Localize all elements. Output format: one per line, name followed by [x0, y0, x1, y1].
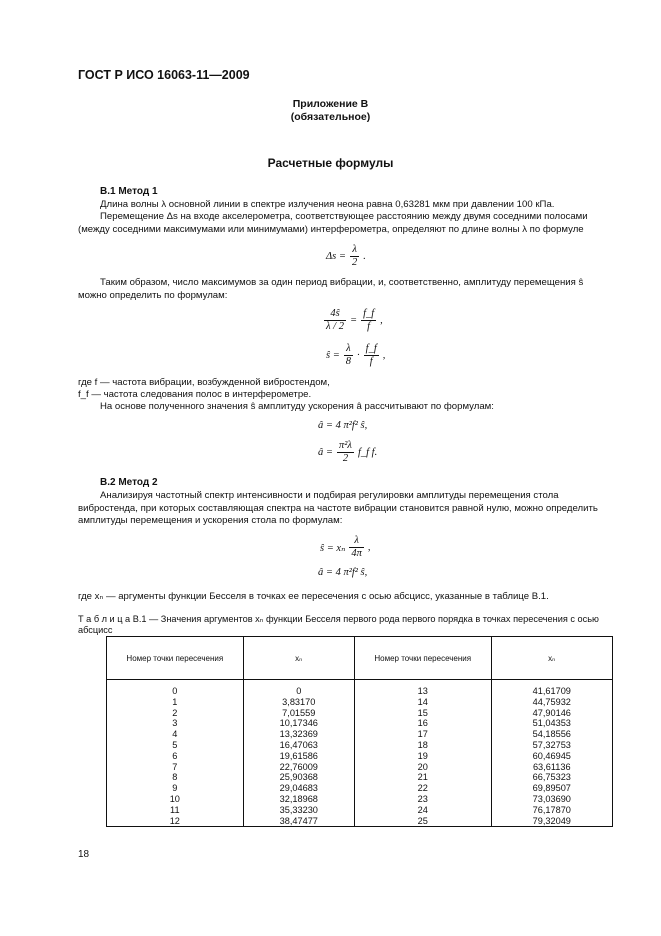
formula-fraction-1: [344, 343, 353, 368]
table-cell-xn-value: 66,75323: [491, 772, 612, 783]
table-cell-point-number: 16: [354, 718, 491, 729]
table-cell-point-number: 8: [107, 772, 244, 783]
table-row: [107, 783, 613, 794]
table-cell-xn-value: 35,33230: [243, 805, 354, 816]
table-cell-point-number: 10: [107, 794, 244, 805]
denominator: f: [367, 321, 371, 332]
numerator: λ: [344, 343, 353, 356]
table-cell-xn-value: 54,18556: [491, 729, 612, 740]
formula-end: ,: [382, 350, 386, 361]
table-cell-point-number: 12: [107, 816, 244, 827]
table-body: [107, 680, 613, 827]
section-1-paragraph-2: Перемещение Δs на входе акселерометра, соответствующее расстоянию между двумя соседними полосами (между соседними максимумами или минимумами) интерферометра, определяют по длине волны λ по формуле: [78, 211, 588, 235]
formula-lhs: ŝ = xₙ: [320, 542, 346, 554]
table-cell-point-number: 1: [107, 697, 244, 708]
formula-method-2-displacement: [320, 535, 370, 560]
denominator: λ / 2: [326, 321, 344, 332]
table-row: [107, 680, 613, 697]
table-row: [107, 794, 613, 805]
denominator: 8: [345, 356, 352, 367]
header-xn-2: xₙ: [491, 637, 612, 680]
table-cell-point-number: 15: [354, 708, 491, 719]
table-cell-point-number: 19: [354, 751, 491, 762]
equals-sign: =: [349, 315, 358, 326]
section-1-paragraph-1: Длина волны λ основной линии в спектре излучения неона равна 0,63281 мкм при давлении 100 кПа.: [100, 199, 555, 210]
table-cell-xn-value: 16,47063: [243, 740, 354, 751]
table-cell-xn-value: 29,04683: [243, 783, 354, 794]
table-cell-point-number: 11: [107, 805, 244, 816]
table-cell-point-number: 24: [354, 805, 491, 816]
table-cell-point-number: 17: [354, 729, 491, 740]
table-row: [107, 751, 613, 762]
page-number: 18: [78, 849, 90, 860]
table-cell-point-number: 7: [107, 762, 244, 773]
dot-operator: ·: [357, 350, 360, 361]
formula-fraction: [350, 244, 359, 269]
table-cell-xn-value: 22,76009: [243, 762, 354, 773]
numerator: f_f: [363, 308, 375, 319]
formula-fraction-1: [324, 308, 346, 333]
formula-lhs: â =: [318, 447, 333, 458]
table-cell-point-number: 3: [107, 718, 244, 729]
formula-fraction-2: [364, 343, 379, 368]
formula-end: .: [363, 251, 366, 262]
table-cell-xn-value: 47,90146: [491, 708, 612, 719]
formula-max-count: [324, 308, 383, 333]
document-header: ГОСТ Р ИСО 16063-11—2009: [78, 68, 250, 82]
formula-rhs: f_f f.: [357, 447, 378, 458]
table-cell-xn-value: 76,17870: [491, 805, 612, 816]
formula-fraction-2: [361, 308, 376, 333]
table-cell-xn-value: 0: [243, 680, 354, 697]
section-2-heading: В.2 Метод 2: [100, 477, 158, 488]
table-cell-point-number: 23: [354, 794, 491, 805]
formula-lhs: ŝ =: [326, 350, 340, 361]
section-2-paragraph-1: Анализируя частотный спектр интенсивности и подбирая регулировки амплитуды перемещения стола вибростенда, при которых составляющая спектра на частоте вибрации становится равной нулю, можно определить амплитуды перемещения и ускорения стола по формулам:: [78, 490, 598, 527]
main-title: Расчетные формулы: [267, 156, 394, 170]
numerator: f_f: [365, 343, 377, 354]
table-row: [107, 762, 613, 773]
header-xn-1: xₙ: [243, 637, 354, 680]
bessel-zeros-table: [106, 636, 613, 827]
table-cell-xn-value: 63,61136: [491, 762, 612, 773]
table-cell-point-number: 0: [107, 680, 244, 697]
table-cell-xn-value: 19,61586: [243, 751, 354, 762]
table-cell-point-number: 4: [107, 729, 244, 740]
table-row: [107, 697, 613, 708]
section-1-heading: В.1 Метод 1: [100, 186, 158, 197]
formula-acceleration-2: [318, 440, 377, 465]
table-cell-xn-value: 25,90368: [243, 772, 354, 783]
table-cell-xn-value: 44,75932: [491, 697, 612, 708]
formula-delta-s: [326, 244, 366, 269]
table-row: [107, 816, 613, 827]
denominator: f: [369, 356, 373, 367]
formula-displacement-amplitude: [326, 343, 385, 368]
table-cell-xn-value: 73,03690: [491, 794, 612, 805]
table-cell-xn-value: 7,01559: [243, 708, 354, 719]
table-cell-point-number: 25: [354, 816, 491, 827]
denominator: 4π: [351, 548, 362, 559]
table-cell-xn-value: 32,18968: [243, 794, 354, 805]
table-row: [107, 740, 613, 751]
numerator: λ: [350, 244, 359, 257]
table-cell-xn-value: 60,46945: [491, 751, 612, 762]
table-row: [107, 805, 613, 816]
table-cell-point-number: 5: [107, 740, 244, 751]
section-2-where: где xₙ — аргументы функции Бесселя в точках ее пересечения с осью абсцисс, указанные в таблице В.1.: [78, 591, 549, 602]
denominator: 2: [342, 453, 349, 464]
table-cell-point-number: 13: [354, 680, 491, 697]
section-1-paragraph-3: Таким образом, число максимумов за один период вибрации, и, соответственно, амплитуду перемещения ŝ можно определить по формулам:: [78, 277, 584, 301]
formula-acceleration-1: â = 4 π²f² ŝ,: [318, 420, 368, 431]
numerator: 4ŝ: [324, 308, 346, 321]
table-cell-xn-value: 57,32753: [491, 740, 612, 751]
where-line-1: где f — частота вибрации, возбужденной вибростендом,: [78, 377, 330, 388]
where-line-2: f_f — частота следования полос в интерферометре.: [78, 389, 312, 400]
table-cell-point-number: 20: [354, 762, 491, 773]
section-1-paragraph-4: На основе полученного значения ŝ амплитуду ускорения â рассчитывают по формулам:: [100, 401, 494, 412]
table-cell-xn-value: 38,47477: [243, 816, 354, 827]
formula-fraction: [337, 440, 354, 465]
table-cell-xn-value: 10,17346: [243, 718, 354, 729]
table-cell-xn-value: 41,61709: [491, 680, 612, 697]
numerator: π²λ: [338, 440, 352, 451]
appendix-title: Приложение В: [292, 98, 369, 110]
appendix-subtitle: (обязательное): [290, 111, 371, 123]
table-cell-point-number: 2: [107, 708, 244, 719]
header-point-number-1: Номер точки пересечения: [107, 637, 244, 680]
table-cell-xn-value: 51,04353: [491, 718, 612, 729]
table-cell-xn-value: 3,83170: [243, 697, 354, 708]
table-row: [107, 772, 613, 783]
formula-lhs: Δs =: [326, 251, 346, 262]
table-caption: Т а б л и ц а В.1 — Значения аргументов xₙ функции Бесселя первого рода первого порядка в точках пересечения с осью абсцисс: [78, 614, 599, 635]
table-cell-point-number: 9: [107, 783, 244, 794]
table-cell-xn-value: 13,32369: [243, 729, 354, 740]
table-row: [107, 718, 613, 729]
table-header-row: [107, 637, 613, 680]
table-cell-point-number: 22: [354, 783, 491, 794]
header-point-number-2: Номер точки пересечения: [354, 637, 491, 680]
formula-method-2-acceleration: â = 4 π²f² ŝ,: [318, 567, 368, 578]
table-cell-xn-value: 69,89507: [491, 783, 612, 794]
table-cell-point-number: 6: [107, 751, 244, 762]
numerator: λ: [349, 535, 364, 548]
table-cell-point-number: 21: [354, 772, 491, 783]
formula-end: ,: [380, 315, 383, 326]
table-cell-point-number: 14: [354, 697, 491, 708]
formula-fraction: [349, 535, 364, 560]
formula-end: ,: [367, 542, 371, 553]
table-row: [107, 708, 613, 719]
denominator: 2: [351, 257, 358, 268]
table-cell-point-number: 18: [354, 740, 491, 751]
table-cell-xn-value: 79,32049: [491, 816, 612, 827]
table-row: [107, 729, 613, 740]
